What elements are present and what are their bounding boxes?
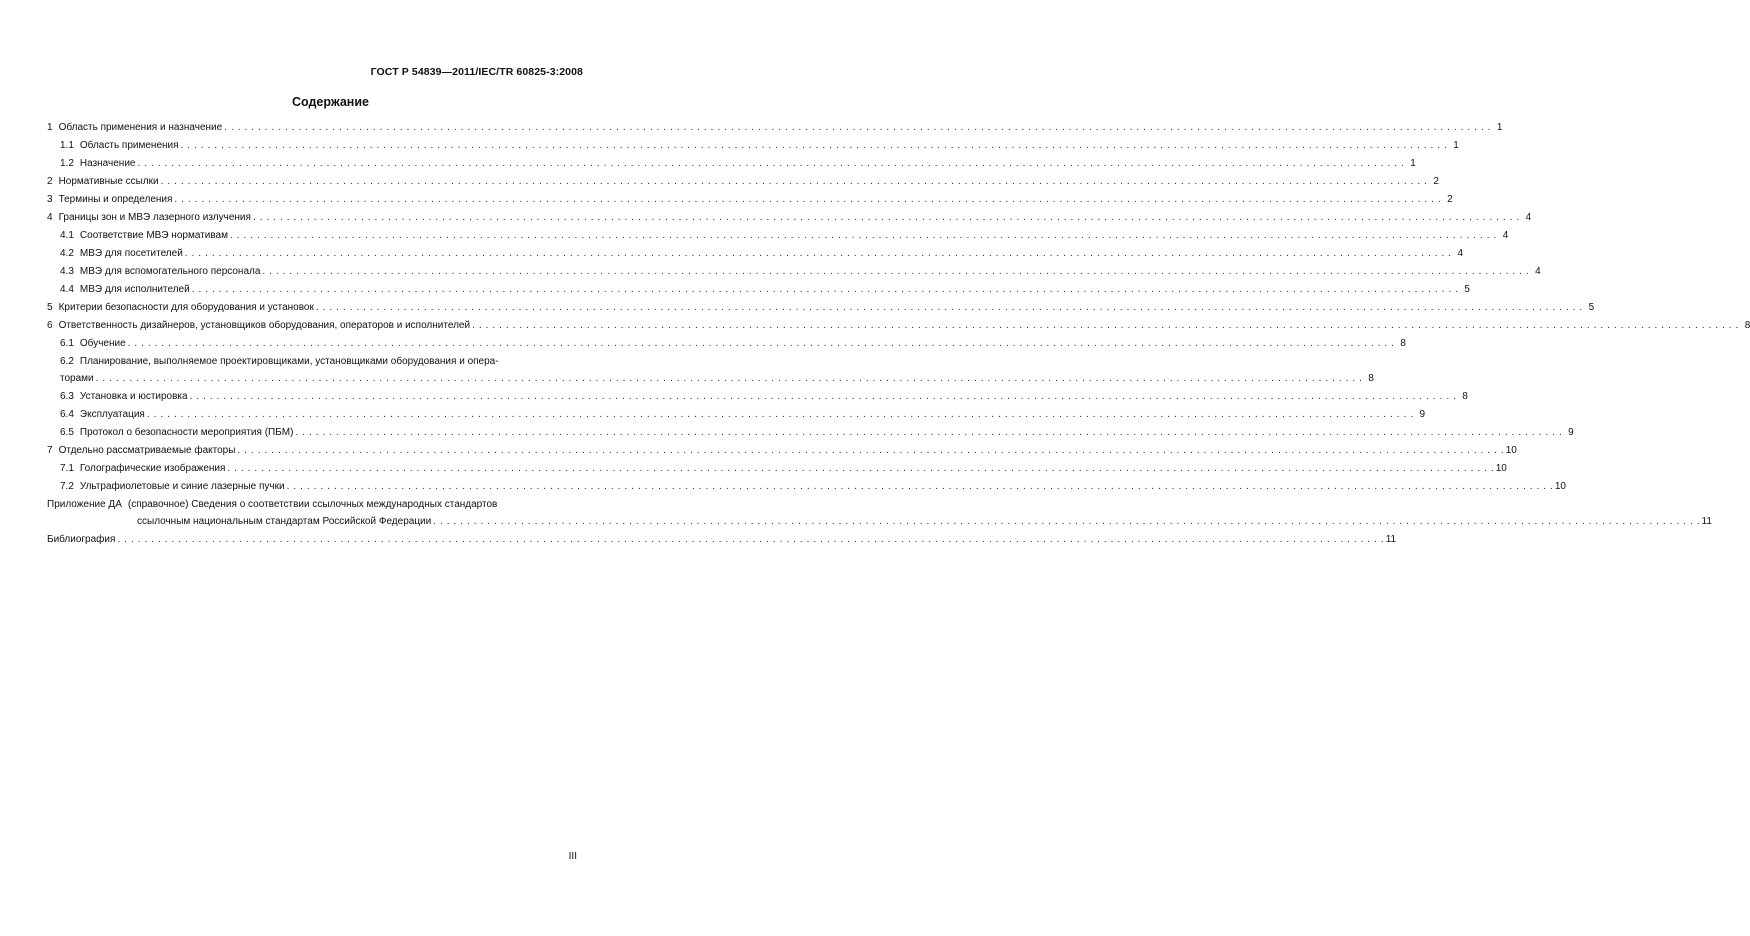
toc-entry-page: 2 bbox=[1433, 176, 1439, 187]
toc-entry-title: Ответственность дизайнеров, установщиков оборудования, операторов и исполнителей bbox=[58, 320, 471, 331]
toc-entry-title: Термины и определения bbox=[58, 194, 173, 205]
toc-entry-number: 1 bbox=[47, 122, 53, 133]
dot-leader bbox=[237, 445, 1503, 457]
toc-entry-number: 4.2 bbox=[60, 248, 74, 259]
dot-leader bbox=[190, 391, 1456, 403]
dot-leader bbox=[96, 373, 1362, 385]
dot-leader bbox=[185, 248, 1451, 260]
toc-entry-title: Голографические изображения bbox=[79, 463, 226, 474]
toc-entry-number: 7 bbox=[47, 445, 53, 456]
dot-leader bbox=[287, 481, 1553, 493]
toc-entry-title-continued: ссылочным национальным стандартам Российской Федерации bbox=[137, 516, 432, 527]
toc-entry[interactable] bbox=[47, 302, 1595, 320]
toc-entry-number: 4.1 bbox=[60, 230, 74, 241]
toc-entry[interactable] bbox=[47, 284, 1470, 302]
toc-entry-number: 6.3 bbox=[60, 391, 74, 402]
dot-leader bbox=[224, 122, 1490, 134]
toc-entry-bibliography[interactable] bbox=[47, 534, 1397, 552]
toc-entry-number: 4.3 bbox=[60, 266, 74, 277]
toc-entry-continuation[interactable] bbox=[47, 516, 1712, 534]
toc-entry[interactable] bbox=[47, 248, 1464, 266]
dot-leader bbox=[230, 230, 1496, 242]
toc-entry[interactable] bbox=[47, 176, 1439, 194]
toc-entry-title: Протокол о безопасности мероприятия (ПБМ) bbox=[79, 427, 294, 438]
toc-entry[interactable] bbox=[47, 194, 1453, 212]
dot-leader bbox=[137, 158, 1403, 170]
toc-entry-title: Границы зон и МВЭ лазерного излучения bbox=[58, 212, 251, 223]
toc-entry[interactable] bbox=[47, 212, 1532, 230]
toc-entry-page: 5 bbox=[1588, 302, 1595, 313]
toc-entry-page: 11 bbox=[1701, 516, 1712, 527]
toc-entry-number: 5 bbox=[47, 302, 53, 313]
toc-entry-page: 8 bbox=[1744, 320, 1750, 331]
toc-entry-page: 2 bbox=[1447, 194, 1453, 205]
toc-entry-title: Эксплуатация bbox=[79, 409, 145, 420]
toc-entry[interactable] bbox=[47, 140, 1459, 158]
toc-entry-page: 10 bbox=[1495, 463, 1507, 474]
dot-leader bbox=[128, 338, 1394, 350]
dot-leader bbox=[227, 463, 1493, 475]
toc-entry-page: 8 bbox=[1462, 391, 1468, 402]
toc-entry-title: МВЭ для вспомогательного персонала bbox=[79, 266, 261, 277]
toc-entry-title: Отдельно рассматриваемые факторы bbox=[58, 445, 236, 456]
toc-entry-number: 7.1 bbox=[60, 463, 74, 474]
dot-leader bbox=[181, 140, 1447, 152]
dot-leader bbox=[192, 284, 1458, 296]
toc-entry-number: 4.4 bbox=[60, 284, 74, 295]
toc-entry-page: 9 bbox=[1568, 427, 1574, 438]
toc-entry-page: 5 bbox=[1464, 284, 1470, 295]
dot-leader bbox=[147, 409, 1413, 421]
toc-entry[interactable] bbox=[47, 391, 1468, 409]
dot-leader bbox=[253, 212, 1519, 224]
toc-entry[interactable] bbox=[47, 463, 1507, 481]
toc-entry-title: Область применения и назначение bbox=[58, 122, 223, 133]
toc-entry[interactable] bbox=[47, 481, 1566, 499]
toc-entry-page: 8 bbox=[1368, 373, 1374, 384]
toc-entry-title: Критерии безопасности для оборудования и установок bbox=[58, 302, 314, 313]
toc-entry-title: Назначение bbox=[79, 158, 136, 169]
toc-entry-title: Установка и юстировка bbox=[79, 391, 188, 402]
toc-entry[interactable] bbox=[47, 338, 1406, 356]
page-title: Содержание bbox=[291, 95, 369, 109]
toc-entry-title: МВЭ для исполнителей bbox=[79, 284, 190, 295]
toc-entry-page: 9 bbox=[1419, 409, 1426, 420]
dot-leader bbox=[295, 427, 1561, 439]
toc-entry[interactable] bbox=[47, 427, 1574, 445]
toc-entry-page: 1 bbox=[1410, 158, 1416, 169]
toc-entry[interactable] bbox=[47, 445, 1517, 463]
toc-entry-page: 11 bbox=[1385, 534, 1397, 545]
toc-entry-number: 6.5 bbox=[60, 427, 74, 438]
toc-entry-number: 6 bbox=[47, 320, 53, 331]
toc-entry-title: (справочное) Сведения о соответствии ссылочных международных стандартов bbox=[127, 499, 498, 510]
toc-entry-title-continued: торами bbox=[60, 373, 94, 384]
toc-entry-page: 4 bbox=[1502, 230, 1509, 241]
toc-entry-title: Обучение bbox=[79, 338, 126, 349]
toc-entry-number: 4 bbox=[47, 212, 53, 223]
toc-entry-title: Библиография bbox=[47, 534, 116, 545]
toc-entry-continuation[interactable] bbox=[47, 373, 1374, 391]
toc-entry[interactable] bbox=[47, 356, 584, 373]
table-of-contents bbox=[47, 122, 1750, 552]
toc-entry[interactable] bbox=[47, 409, 1426, 427]
toc-entry-page: 8 bbox=[1400, 338, 1406, 349]
dot-leader bbox=[472, 320, 1738, 332]
toc-entry-title: МВЭ для посетителей bbox=[79, 248, 183, 259]
toc-entry-title: Область применения bbox=[79, 140, 179, 151]
toc-entry-page: 1 bbox=[1453, 140, 1459, 151]
toc-entry[interactable] bbox=[47, 320, 1750, 338]
toc-entry-number: 6.4 bbox=[60, 409, 74, 420]
toc-entry-number: 3 bbox=[47, 194, 53, 205]
toc-entry[interactable] bbox=[47, 158, 1416, 176]
toc-entry-number: 6.1 bbox=[60, 338, 74, 349]
dot-leader bbox=[433, 516, 1699, 528]
toc-entry-page: 10 bbox=[1505, 445, 1517, 456]
toc-entry-title: Нормативные ссылки bbox=[58, 176, 159, 187]
toc-entry-page: 4 bbox=[1525, 212, 1532, 223]
dot-leader bbox=[161, 176, 1427, 188]
dot-leader bbox=[262, 266, 1528, 278]
toc-entry[interactable] bbox=[47, 122, 1503, 140]
toc-entry-annex[interactable] bbox=[47, 499, 584, 516]
toc-entry-page: 1 bbox=[1496, 122, 1503, 133]
dot-leader bbox=[174, 194, 1440, 206]
toc-entry-page: 4 bbox=[1535, 266, 1541, 277]
toc-entry-title: Планирование, выполняемое проектировщиками, установщиками оборудования и опера- bbox=[79, 356, 499, 367]
page-number: III bbox=[568, 851, 577, 862]
toc-entry-page: 10 bbox=[1554, 481, 1566, 492]
standard-designation: ГОСТ Р 54839—2011/IEC/TR 60825-3:2008 bbox=[370, 66, 583, 78]
toc-entry-number: 1.1 bbox=[60, 140, 74, 151]
toc-entry[interactable] bbox=[47, 266, 1541, 284]
toc-entry[interactable] bbox=[47, 230, 1509, 248]
toc-entry-title: Ультрафиолетовые и синие лазерные пучки bbox=[79, 481, 285, 492]
toc-entry-number: 2 bbox=[47, 176, 53, 187]
toc-entry-title: Соответствие МВЭ нормативам bbox=[79, 230, 228, 241]
toc-entry-number: 7.2 bbox=[60, 481, 74, 492]
dot-leader bbox=[316, 302, 1582, 314]
toc-entry-number: Приложение ДА bbox=[47, 499, 122, 510]
toc-entry-number: 1.2 bbox=[60, 158, 74, 169]
dot-leader bbox=[117, 534, 1383, 546]
toc-entry-number: 6.2 bbox=[60, 356, 74, 367]
toc-entry-page: 4 bbox=[1457, 248, 1464, 259]
